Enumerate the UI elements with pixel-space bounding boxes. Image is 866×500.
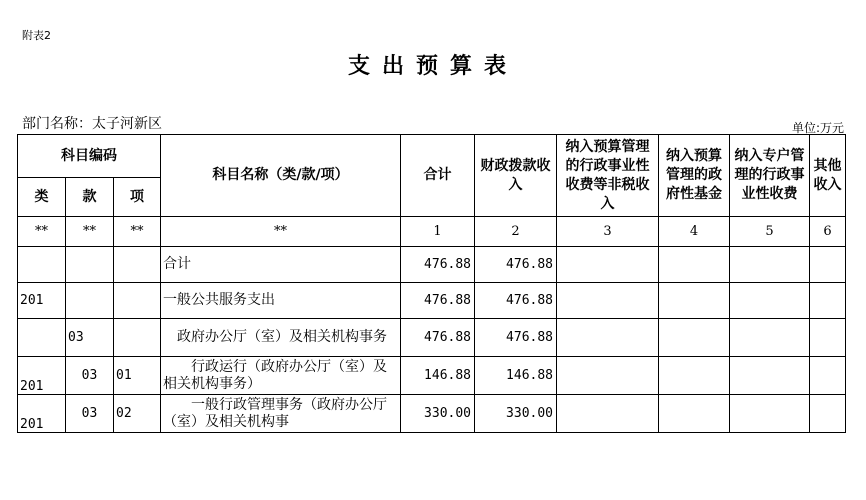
index-cell: ** bbox=[18, 217, 66, 247]
total-cell: 476.88 bbox=[401, 319, 475, 357]
section-cell bbox=[66, 247, 114, 283]
gov-fund-cell bbox=[659, 357, 730, 395]
gov-fund-cell bbox=[659, 283, 730, 319]
section-cell: 03 bbox=[66, 395, 114, 433]
index-cell: ** bbox=[114, 217, 161, 247]
class-cell: 201 bbox=[18, 357, 66, 395]
index-cell: 1 bbox=[401, 217, 475, 247]
total-cell: 476.88 bbox=[401, 247, 475, 283]
admin-fee-cell bbox=[557, 283, 659, 319]
other-income-cell bbox=[810, 357, 846, 395]
section-cell bbox=[66, 283, 114, 319]
table-row bbox=[18, 319, 846, 357]
subject-name-cell: 一般行政管理事务（政府办公厅（室）及相关机构事 bbox=[161, 395, 401, 433]
class-cell bbox=[18, 247, 66, 283]
page-title: 支出预算表 bbox=[347, 53, 518, 79]
header-item: 项 bbox=[114, 178, 161, 217]
class-cell: 201 bbox=[18, 283, 66, 319]
index-cell: 4 bbox=[659, 217, 730, 247]
other-income-cell bbox=[810, 319, 846, 357]
special-fee-cell bbox=[730, 247, 810, 283]
section-cell: 03 bbox=[66, 319, 114, 357]
header-admin-fee-income: 纳入预算管理的行政事业性收费等非税收入 bbox=[557, 135, 659, 217]
header-total: 合计 bbox=[401, 135, 475, 217]
special-fee-cell bbox=[730, 395, 810, 433]
table-row bbox=[18, 395, 846, 433]
unit-label: 单位:万元 bbox=[791, 121, 844, 135]
fiscal-cell: 146.88 bbox=[475, 357, 557, 395]
header-fiscal-income: 财政拨款收入 bbox=[475, 135, 557, 217]
index-cell: 2 bbox=[475, 217, 557, 247]
total-cell: 476.88 bbox=[401, 283, 475, 319]
header-other-income: 其他收入 bbox=[810, 135, 846, 217]
subject-name-cell: 合计 bbox=[161, 247, 401, 283]
total-cell: 146.88 bbox=[401, 357, 475, 395]
subject-name-cell: 一般公共服务支出 bbox=[161, 283, 401, 319]
class-cell: 201 bbox=[18, 395, 66, 433]
item-cell bbox=[114, 247, 161, 283]
item-cell bbox=[114, 283, 161, 319]
fiscal-cell: 330.00 bbox=[475, 395, 557, 433]
index-cell: ** bbox=[161, 217, 401, 247]
index-cell: ** bbox=[66, 217, 114, 247]
header-subject-code: 科目编码 bbox=[18, 135, 161, 178]
header-section: 款 bbox=[66, 178, 114, 217]
index-cell: 5 bbox=[730, 217, 810, 247]
section-cell: 03 bbox=[66, 357, 114, 395]
header-gov-fund: 纳入预算管理的政府性基金 bbox=[659, 135, 730, 217]
fiscal-cell: 476.88 bbox=[475, 247, 557, 283]
header-subject-name: 科目名称（类/款/项） bbox=[161, 135, 401, 217]
subject-name-cell: 行政运行（政府办公厅（室）及相关机构事务） bbox=[161, 357, 401, 395]
gov-fund-cell bbox=[659, 247, 730, 283]
table-row bbox=[18, 357, 846, 395]
special-fee-cell bbox=[730, 357, 810, 395]
item-cell bbox=[114, 319, 161, 357]
admin-fee-cell bbox=[557, 247, 659, 283]
special-fee-cell bbox=[730, 319, 810, 357]
total-cell: 330.00 bbox=[401, 395, 475, 433]
gov-fund-cell bbox=[659, 395, 730, 433]
admin-fee-cell bbox=[557, 395, 659, 433]
index-cell: 3 bbox=[557, 217, 659, 247]
admin-fee-cell bbox=[557, 319, 659, 357]
fiscal-cell: 476.88 bbox=[475, 319, 557, 357]
fiscal-cell: 476.88 bbox=[475, 283, 557, 319]
header-special-fee: 纳入专户管理的行政事业性收费 bbox=[730, 135, 810, 217]
table-row bbox=[18, 247, 846, 283]
admin-fee-cell bbox=[557, 357, 659, 395]
subject-name-cell: 政府办公厅（室）及相关机构事务 bbox=[161, 319, 401, 357]
other-income-cell bbox=[810, 247, 846, 283]
other-income-cell bbox=[810, 395, 846, 433]
item-cell: 01 bbox=[114, 357, 161, 395]
special-fee-cell bbox=[730, 283, 810, 319]
index-row bbox=[18, 217, 846, 247]
header-class: 类 bbox=[18, 178, 66, 217]
item-cell: 02 bbox=[114, 395, 161, 433]
expenditure-budget-table bbox=[17, 134, 846, 433]
index-cell: 6 bbox=[810, 217, 846, 247]
department-name: 部门名称：太子河新区 bbox=[22, 116, 162, 132]
gov-fund-cell bbox=[659, 319, 730, 357]
header-row-1 bbox=[18, 135, 846, 178]
other-income-cell bbox=[810, 283, 846, 319]
attachment-label: 附表2 bbox=[22, 29, 51, 42]
class-cell bbox=[18, 319, 66, 357]
table-row bbox=[18, 283, 846, 319]
